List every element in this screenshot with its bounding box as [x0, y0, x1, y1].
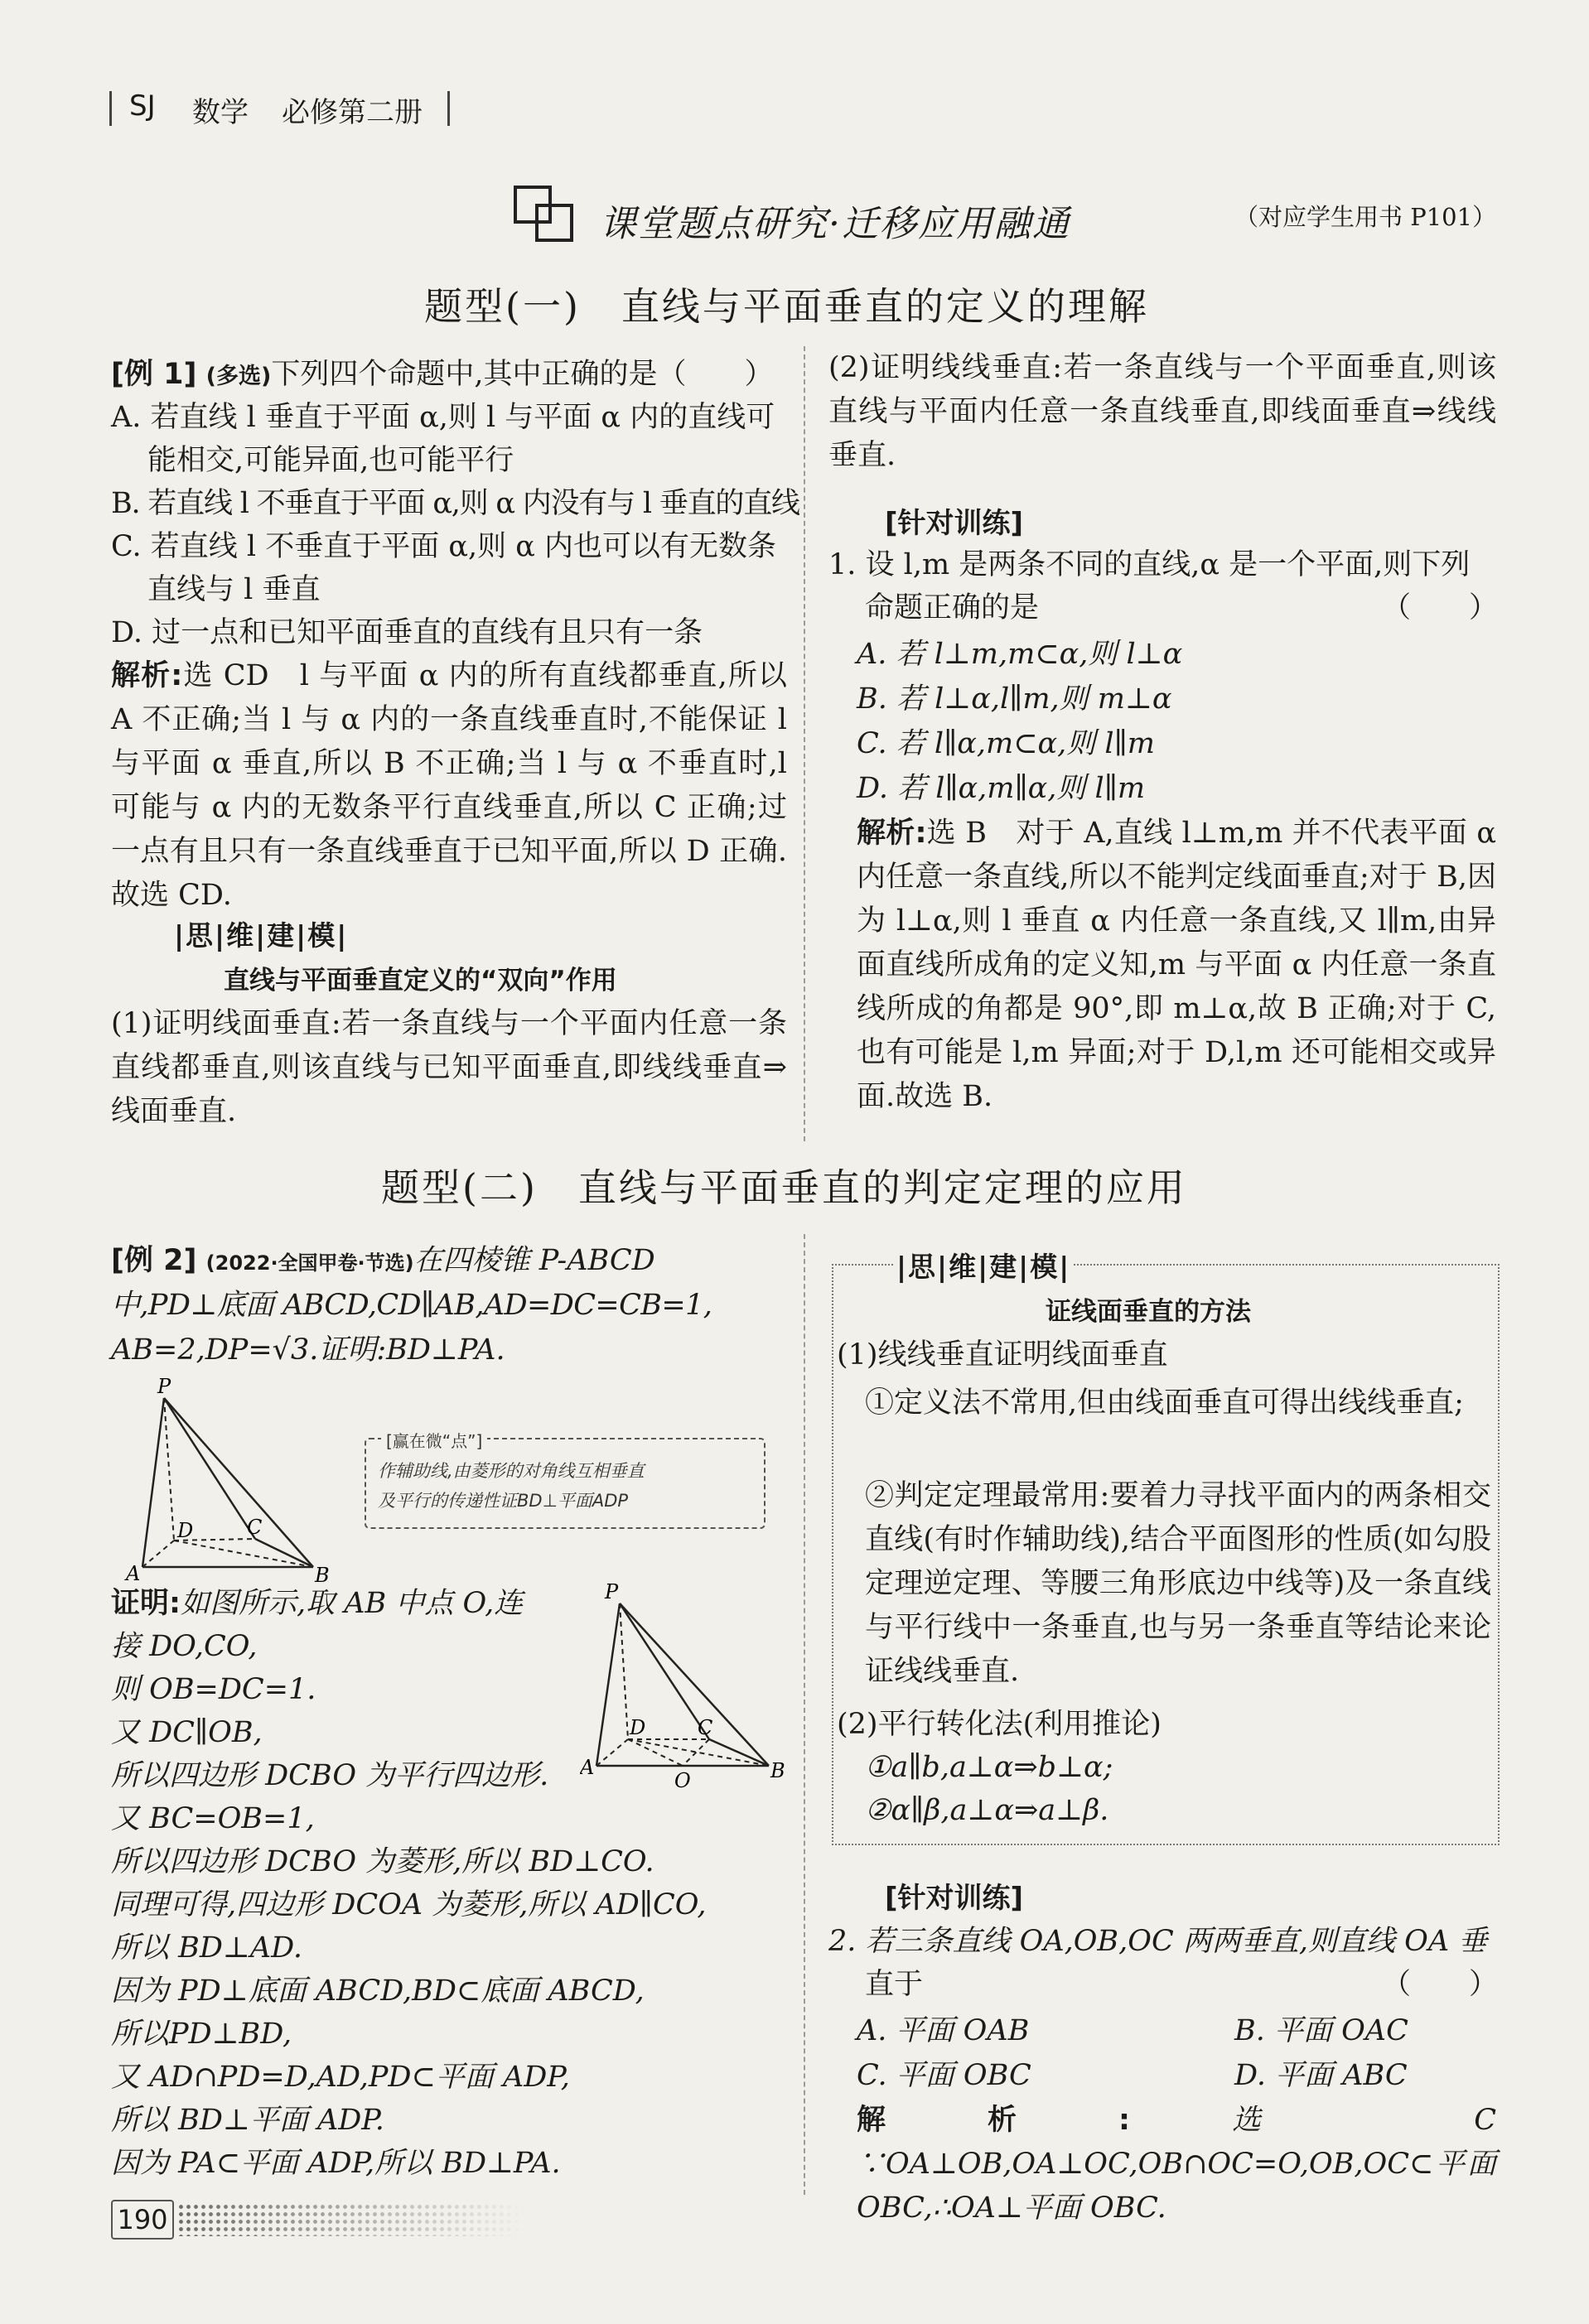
train2-question-line1: 2. 若三条直线 OA,OB,OC 两两垂直,则直线 OA 垂: [828, 1925, 1488, 1958]
model2-section1: (1)线线垂直证明线面垂直: [837, 1338, 1168, 1372]
train1-tag: [针对训练]: [885, 507, 1024, 540]
page-number: 190: [111, 2200, 174, 2240]
train2-answer-paren: （ ）: [1382, 1968, 1499, 2001]
section-title: 课堂题点研究·迁移应用融通: [600, 203, 1070, 245]
label-D: D: [630, 1716, 646, 1739]
header-left-bar: [109, 91, 112, 126]
label-A: A: [126, 1562, 141, 1585]
proof-label: 证明:: [111, 1587, 181, 1620]
label-C: C: [698, 1716, 713, 1739]
column-divider-top: [804, 346, 805, 1141]
label-O: O: [674, 1769, 691, 1792]
label-B: B: [315, 1564, 330, 1587]
proof-line1-text: 如图所示,取 AB 中点 O,连: [181, 1587, 524, 1620]
example1-option-c2: 直线与 l 垂直: [147, 573, 321, 606]
train2-option-b: B. 平面 OAC: [1234, 2014, 1408, 2047]
edge-PC: [164, 1398, 255, 1539]
train1-solution-text: 选 B 对于 A,直线 l⊥m,m 并不代表平面 α 内任意一条直线,所以不能判定线面垂直;对于 B,因为 l⊥α,则 l 垂直 α 内任意一条直线,又 l∥m,由异面直线所成角的定义知,m 与平面 α 内任意一条直线所成的角都是 90°,即 m⊥α,故 B 正确;对于 C,也有可能是 l,m 异面;对于 D,l,m 还可能相交或异面.故选 B.: [857, 817, 1496, 1113]
pyramid-figure-2: [580, 1582, 795, 1797]
label-P: P: [605, 1582, 619, 1603]
train1-option-d: D. 若 l∥α,m∥α,则 l∥m: [857, 772, 1146, 805]
type1-heading: 题型(一) 直线与平面垂直的定义的理解: [424, 284, 1149, 329]
proof-line2: 接 DO,CO,: [111, 1630, 258, 1663]
type2-heading: 题型(二) 直线与平面垂直的判定定理的应用: [381, 1165, 1187, 1210]
model1-point2: (2)证明线线垂直:若一条直线与一个平面垂直,则该直线与平面内任意一条直线垂直,即线面垂直⇒线线垂直.: [828, 351, 1496, 472]
example2-line1-text: 在四棱锥 P-ABCD: [413, 1244, 655, 1277]
model2-item4: ②α∥β,a⊥α⇒a⊥β.: [865, 1794, 1109, 1827]
tip-note-line1: 作辅助线,由菱形的对角线互相垂直: [378, 1461, 645, 1481]
train1-option-a: A. 若 l⊥m,m⊂α,则 l⊥α: [857, 638, 1183, 671]
model2-item1: ①定义法不常用,但由线面垂直可得出线线垂直;: [865, 1386, 1464, 1420]
train2-solution: [857, 2099, 1526, 2230]
header-series: SJ: [129, 89, 156, 123]
train1-solution-label: 解析:: [857, 817, 927, 850]
example1-option-d: D. 过一点和已知平面垂直的直线有且只有一条: [111, 616, 703, 649]
edge-PD: [164, 1398, 174, 1540]
train2-option-a: A. 平面 OAB: [857, 2014, 1030, 2047]
tip-note-box: [365, 1431, 766, 1529]
edge-CB: [709, 1739, 769, 1766]
example1-option-a2: 能相交,可能异面,也可能平行: [147, 444, 514, 477]
header-book: 必修第二册: [282, 96, 423, 129]
example1-tag: [例 1]: [111, 358, 197, 391]
example2-line3: AB=2,DP=√3.证明:BD⊥PA.: [111, 1333, 505, 1367]
train2-solution-text: 选 C ∵OA⊥OB,OA⊥OC,OB∩OC=O,OB,OC⊂平面 OBC,∴OA⊥平面 OBC.: [857, 2104, 1526, 2225]
train1-option-c: C. 若 l∥α,m⊂α,则 l∥m: [857, 727, 1155, 760]
example1-solution: [111, 654, 787, 918]
tip-note-title: [赢在微“点”]: [381, 1428, 487, 1452]
train2-tag: [针对训练]: [885, 1882, 1024, 1915]
example1-solution-label: 解析:: [111, 659, 183, 692]
train1-question-line2: 命题正确的是: [865, 591, 1040, 624]
example1-solution-text: 选 CD l 与平面 α 内的所有直线都垂直,所以 A 不正确;当 l 与 α 内的一条直线垂直时,不能保证 l 与平面 α 垂直,所以 B 不正确;当 l 与 α 不垂直时,l 可能与 α 内的无数条平行直线垂直,所以 C 正确;过一点有且只有一条直线垂直于已知平面,所以 D 正确.故选 CD.: [111, 659, 787, 912]
train1-answer-paren: （ ）: [1382, 591, 1499, 624]
model2-item2: ②判定定理最常用:要着力寻找平面内的两条相交直线(有时作辅助线),结合平面图形的性质(如勾股定理逆定理、等腰三角形底边中线等)及一条直线与平行线中一条垂直,也与另一条垂直等结论来论证线线垂直.: [865, 1479, 1491, 1688]
tip-note-line2: 及平行的传递性证BD⊥平面ADP: [378, 1491, 629, 1511]
model1-title: 直线与平面垂直定义的“双向”作用: [224, 966, 617, 996]
example2-line1: [111, 1239, 655, 1285]
label-D: D: [177, 1519, 194, 1542]
example1-option-a1: A. 若直线 l 垂直于平面 α,则 l 与平面 α 内的直线可: [111, 401, 775, 434]
train2-solution-label: 解析:: [857, 2104, 1131, 2137]
train2-option-c: C. 平面 OBC: [857, 2059, 1031, 2092]
example1-multi: (多选): [205, 364, 272, 389]
model1-point1: (1)证明线面垂直:若一条直线与一个平面内任意一条直线都垂直,则该直线与已知平面垂直,即线线垂直⇒线面垂直.: [111, 1007, 787, 1128]
section-logo-icon: [512, 184, 578, 243]
proof-line9: 所以 BD⊥AD.: [111, 1931, 303, 1965]
train2-option-d: D. 平面 ABC: [1234, 2059, 1408, 2092]
pyramid-figure-1: [124, 1375, 340, 1598]
column-divider-bottom: [804, 1234, 805, 2195]
edge-PD: [620, 1603, 628, 1739]
page-number-dots: [177, 2203, 525, 2236]
label-P: P: [157, 1375, 171, 1398]
example1-option-c1: C. 若直线 l 不垂直于平面 α,则 α 内也可以有无数条: [111, 530, 777, 563]
example1-stem: 下列四个命题中,其中正确的是（ ）: [271, 358, 774, 391]
model2-section2: (2)平行转化法(利用推论): [837, 1708, 1162, 1741]
proof-line6: 又 BC=OB=1,: [111, 1802, 315, 1835]
proof-line13: 所以 BD⊥平面 ADP.: [111, 2104, 384, 2137]
train1-solution: [857, 812, 1496, 1119]
train1-option-b: B. 若 l⊥α,l∥m,则 m⊥α: [857, 682, 1172, 716]
train2-question-line2: 直于: [865, 1968, 924, 2001]
example2-source: (2022·全国甲卷·节选): [205, 1251, 414, 1275]
proof-line1: [111, 1582, 523, 1626]
model2-title: 证线面垂直的方法: [1046, 1297, 1251, 1327]
label-A: A: [580, 1756, 595, 1779]
edge-PB: [620, 1603, 769, 1766]
proof-line14: 因为 PA⊂平面 ADP,所以 BD⊥PA.: [111, 2147, 561, 2180]
example1-option-b: B. 若直线 l 不垂直于平面 α,则 α 内没有与 l 垂直的直线: [111, 487, 799, 520]
edge-PA: [596, 1603, 620, 1766]
model1-tag: |思|维|建|模|: [174, 919, 349, 952]
proof-line11: 所以PD⊥BD,: [111, 2018, 292, 2051]
section-ref: （对应学生用书 P101）: [1234, 203, 1497, 231]
proof-line7: 所以四边形 DCBO 为菱形,所以 BD⊥CO.: [111, 1845, 654, 1878]
proof-line3: 则 OB=DC=1.: [111, 1673, 316, 1706]
model2-tag: |思|维|建|模|: [893, 1246, 1074, 1285]
edge-PA: [142, 1398, 164, 1567]
proof-line5: 所以四边形 DCBO 为平行四边形.: [111, 1759, 549, 1792]
label-B: B: [770, 1759, 785, 1782]
example2-tag: [例 2]: [111, 1244, 197, 1277]
header-right-bar: [447, 91, 450, 126]
proof-line10: 因为 PD⊥底面 ABCD,BD⊂底面 ABCD,: [111, 1974, 645, 2008]
edge-AD: [596, 1739, 628, 1766]
proof-line8: 同理可得,四边形 DCOA 为菱形,所以 AD∥CO,: [111, 1888, 707, 1921]
edge-CO: [683, 1739, 709, 1766]
train1-question-line1: 1. 设 l,m 是两条不同的直线,α 是一个平面,则下列: [828, 548, 1471, 581]
example2-line2: 中,PD⊥底面 ABCD,CD∥AB,AD=DC=CB=1,: [111, 1289, 712, 1322]
proof-line4: 又 DC∥OB,: [111, 1716, 263, 1749]
edge-CB: [255, 1539, 313, 1567]
example1-stem-line: [111, 353, 774, 398]
model2-item3: ①a∥b,a⊥α⇒b⊥α;: [865, 1751, 1113, 1784]
label-C: C: [247, 1516, 263, 1539]
edge-DO: [628, 1739, 683, 1766]
edge-AD: [142, 1540, 174, 1567]
header-subject: 数学: [192, 96, 249, 129]
proof-line12: 又 AD∩PD=D,AD,PD⊂平面 ADP,: [111, 2061, 570, 2094]
